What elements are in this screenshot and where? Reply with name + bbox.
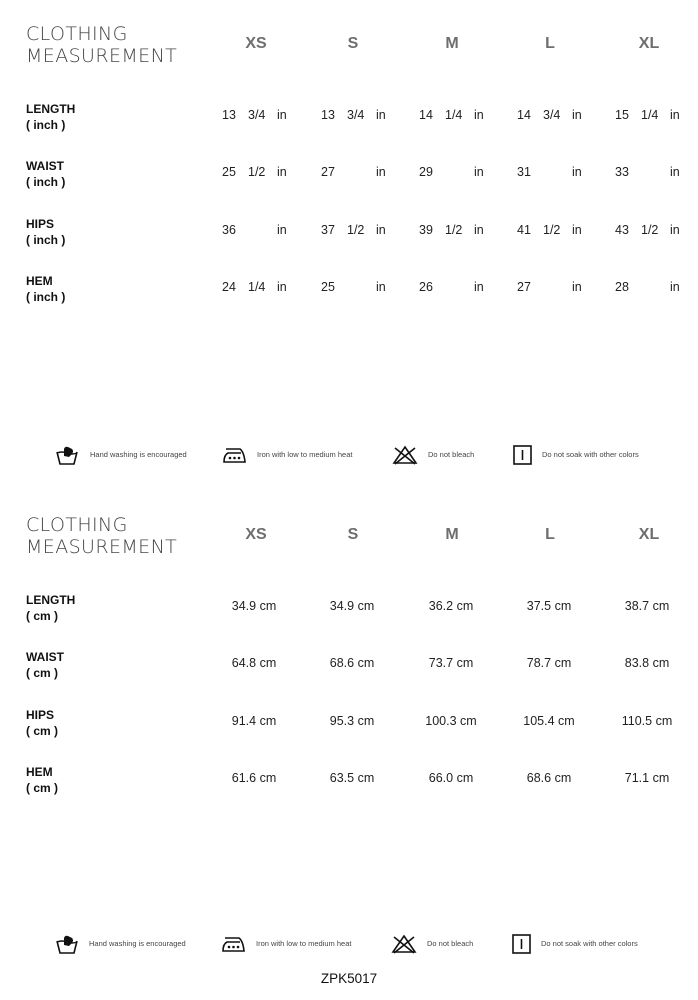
- cm-cell: 83.8 cm: [624, 656, 670, 670]
- size-header-xl: XL: [638, 526, 660, 543]
- hand-wash-icon: [55, 444, 79, 466]
- size-header-s: S: [347, 35, 359, 52]
- row-label-text: HIPS: [26, 217, 55, 231]
- unit-text: in: [572, 280, 582, 294]
- whole-value: 27: [321, 165, 335, 179]
- unit-text: in: [277, 165, 287, 179]
- unit-text: in: [474, 280, 484, 294]
- row-label-text: WAIST: [26, 650, 64, 664]
- care-instructions-top: [0, 440, 698, 470]
- row-unit-text: ( cm ): [26, 781, 59, 795]
- row-label-waist: [26, 158, 65, 190]
- row-label-text: LENGTH: [26, 102, 76, 116]
- care-text: Iron with low to medium heat: [257, 450, 353, 459]
- cm-cell: 91.4 cm: [231, 714, 277, 728]
- whole-value: 26: [419, 280, 433, 294]
- fraction-value: 1/4: [248, 280, 266, 294]
- row-unit-text: ( cm ): [26, 609, 59, 623]
- cm-cell: 63.5 cm: [329, 771, 375, 785]
- hand-wash-icon: [55, 933, 79, 955]
- fraction-value: 3/4: [248, 108, 266, 122]
- title-line-1: CLOTHING: [26, 514, 128, 536]
- whole-value: 27: [517, 280, 531, 294]
- no-soak-icon: [511, 933, 533, 955]
- unit-text: in: [572, 165, 582, 179]
- title-line-1: CLOTHING: [26, 23, 128, 45]
- whole-value: 14: [419, 108, 433, 122]
- cm-cell: 73.7 cm: [428, 656, 474, 670]
- unit-text: in: [572, 223, 582, 237]
- size-header-xl: XL: [638, 35, 660, 52]
- care-text: Do not soak with other colors: [541, 939, 638, 948]
- cm-cell: 34.9 cm: [231, 599, 277, 613]
- care-text: Hand washing is encouraged: [90, 450, 187, 459]
- cm-cell: 100.3 cm: [425, 714, 477, 728]
- cm-cell: 61.6 cm: [231, 771, 277, 785]
- unit-text: in: [474, 165, 484, 179]
- whole-value: 33: [615, 165, 629, 179]
- row-unit-text: ( inch ): [26, 233, 66, 247]
- row-label-text: HIPS: [26, 708, 55, 722]
- row-unit-text: ( inch ): [26, 175, 66, 189]
- size-header-m: M: [445, 526, 459, 543]
- row-label-waist: [26, 649, 64, 681]
- unit-text: in: [277, 223, 287, 237]
- care-text: Do not soak with other colors: [542, 450, 639, 459]
- fraction-value: 3/4: [347, 108, 365, 122]
- cm-cell: 78.7 cm: [526, 656, 572, 670]
- size-header-l: L: [545, 526, 555, 543]
- row-label-length: [26, 101, 75, 133]
- cm-cell: 36.2 cm: [428, 599, 474, 613]
- cm-cell: 95.3 cm: [329, 714, 375, 728]
- care-instructions-bottom: [0, 929, 698, 959]
- fraction-value: 1/2: [347, 223, 365, 237]
- size-header-s: S: [347, 526, 359, 543]
- row-unit-text: ( inch ): [26, 118, 66, 132]
- unit-text: in: [572, 108, 582, 122]
- whole-value: 13: [222, 108, 236, 122]
- unit-text: in: [376, 108, 386, 122]
- unit-text: in: [277, 280, 287, 294]
- unit-text: in: [670, 108, 680, 122]
- cm-cell: 71.1 cm: [624, 771, 670, 785]
- unit-text: in: [376, 223, 386, 237]
- cm-cell: 37.5 cm: [526, 599, 572, 613]
- row-unit-text: ( cm ): [26, 666, 59, 680]
- size-header-l: L: [545, 35, 555, 52]
- unit-text: in: [474, 223, 484, 237]
- no-bleach-icon: [391, 933, 417, 955]
- row-label-text: LENGTH: [26, 593, 76, 607]
- title-line-2: MEASUREMENT: [26, 536, 178, 558]
- fraction-value: 3/4: [543, 108, 561, 122]
- unit-text: in: [474, 108, 484, 122]
- fraction-value: 1/2: [543, 223, 561, 237]
- fraction-value: 1/4: [445, 108, 463, 122]
- whole-value: 37: [321, 223, 335, 237]
- fraction-value: 1/2: [641, 223, 659, 237]
- cm-cell: 105.4 cm: [523, 714, 575, 728]
- whole-value: 36: [222, 223, 236, 237]
- row-unit-text: ( cm ): [26, 724, 59, 738]
- care-text: Iron with low to medium heat: [256, 939, 352, 948]
- whole-value: 39: [419, 223, 433, 237]
- cm-cell: 66.0 cm: [428, 771, 474, 785]
- unit-text: in: [670, 165, 680, 179]
- fraction-value: 1/4: [641, 108, 659, 122]
- row-unit-text: ( inch ): [26, 290, 66, 304]
- unit-text: in: [277, 108, 287, 122]
- row-label-hem: [26, 273, 65, 305]
- no-soak-icon: [512, 444, 534, 466]
- row-label-hips: [26, 216, 65, 248]
- cm-cell: 64.8 cm: [231, 656, 277, 670]
- inch-table-title: [26, 23, 177, 67]
- cm-cell: 68.6 cm: [526, 771, 572, 785]
- cm-cell: 38.7 cm: [624, 599, 670, 613]
- cm-table-title: [26, 514, 177, 558]
- row-label-length: [26, 592, 75, 624]
- cm-cell: 110.5 cm: [621, 714, 673, 728]
- whole-value: 41: [517, 223, 531, 237]
- unit-text: in: [376, 280, 386, 294]
- unit-text: in: [670, 223, 680, 237]
- whole-value: 14: [517, 108, 531, 122]
- whole-value: 31: [517, 165, 531, 179]
- whole-value: 29: [419, 165, 433, 179]
- whole-value: 43: [615, 223, 629, 237]
- unit-text: in: [670, 280, 680, 294]
- care-text: Hand washing is encouraged: [89, 939, 186, 948]
- whole-value: 25: [222, 165, 236, 179]
- row-label-hips: [26, 707, 58, 739]
- row-label-text: HEM: [26, 765, 53, 779]
- size-header-xs: XS: [245, 35, 267, 52]
- care-text: Do not bleach: [427, 939, 474, 948]
- unit-text: in: [376, 165, 386, 179]
- whole-value: 24: [222, 280, 236, 294]
- title-line-2: MEASUREMENT: [26, 45, 178, 67]
- iron-icon: [221, 933, 247, 955]
- whole-value: 25: [321, 280, 335, 294]
- whole-value: 15: [615, 108, 629, 122]
- whole-value: 13: [321, 108, 335, 122]
- fraction-value: 1/2: [445, 223, 463, 237]
- whole-value: 28: [615, 280, 629, 294]
- size-header-m: M: [445, 35, 459, 52]
- fraction-value: 1/2: [248, 165, 266, 179]
- row-label-text: WAIST: [26, 159, 64, 173]
- iron-icon: [222, 444, 248, 466]
- size-header-xs: XS: [245, 526, 267, 543]
- cm-cell: 68.6 cm: [329, 656, 375, 670]
- row-label-text: HEM: [26, 274, 53, 288]
- product-code: ZPK5017: [320, 971, 378, 986]
- row-label-hem: [26, 764, 58, 796]
- cm-cell: 34.9 cm: [329, 599, 375, 613]
- care-text: Do not bleach: [428, 450, 475, 459]
- no-bleach-icon: [392, 444, 418, 466]
